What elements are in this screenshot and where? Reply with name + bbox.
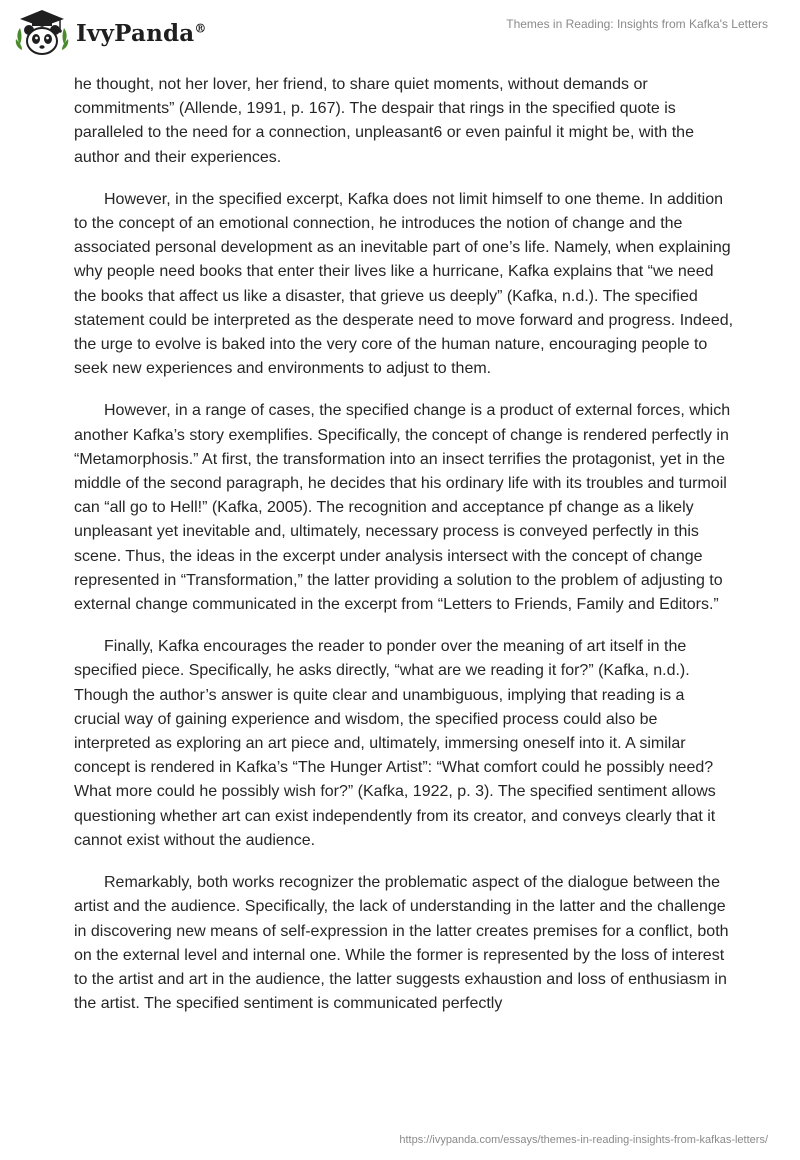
essay-body	[74, 73, 734, 1034]
brand-logo[interactable]	[14, 8, 207, 58]
paragraph: Remarkably, both works recognizer the problematic aspect of the dialogue between the artist and the audience. Specifically, the lack of understanding in the latter and the challenge in discovering new means of self-expression in the latter creates premises for a conflict, both on the external level and internal one. While the former is represented by the loss of interest to the artist and art in the audience, the latter suggests exhaustion and loss of enthusiasm in the artist. The specified sentiment is communicated perfectly	[74, 874, 729, 1013]
page-header	[0, 0, 800, 70]
source-url[interactable]: https://ivypanda.com/essays/themes-in-reading-insights-from-kafkas-letters/	[399, 1134, 768, 1146]
paragraph-continued: he thought, not her lover, her friend, to share quiet moments, without demands or commitments” (Allende, 1991, p. 167). The despair that rings in the specified quote is paralleled to the need for a connection, unpleasant6 or even painful it might be, with the author and their experiences.	[74, 76, 694, 166]
paragraph: Finally, Kafka encourages the reader to ponder over the meaning of art itself in the specified piece. Specifically, he asks directly, “what are we reading it for?” (Kafka, n.d.). Though the author’s answer is quite clear and unambiguous, implying that reading is a crucial way of gaining experience and wisdom, the specified process could also be interpreted as exploring an art piece and, ultimately, immersing oneself into it. A similar concept is rendered in Kafka’s “The Hunger Artist”: “What comfort could he possibly need? What more could he possibly wish for?” (Kafka, 1922, p. 3). The specified sentiment allows questioning whether art can exist independently from its creator, and conveys clearly that it cannot exist without the audience.	[74, 638, 716, 849]
panda-graduate-icon	[14, 8, 70, 58]
running-title: Themes in Reading: Insights from Kafka's Letters	[506, 17, 768, 31]
brand-name: IvyPanda®	[76, 19, 207, 47]
registered-mark: ®	[194, 20, 207, 35]
paragraph: However, in the specified excerpt, Kafka does not limit himself to one theme. In addition to the concept of an emotional connection, he introduces the notion of change and the associated personal development as an inevitable part of one’s life. Namely, when explaining why people need books that enter their lives like a hurricane, Kafka explains that “we need the books that affect us like a disaster, that grieve us deeply” (Kafka, n.d.). The specified statement could be interpreted as the desperate need to move forward and progress. Indeed, the urge to evolve is baked into the very core of the human nature, encouraging people to seek new experiences and environments to adjust to them.	[74, 190, 734, 378]
paragraph: However, in a range of cases, the specified change is a product of external forces, which another Kafka’s story exemplifies. Specifically, the concept of change is rendered perfectly in “Metamorphosis.” At first, the transformation into an insect terrifies the protagonist, yet in the middle of the second paragraph, he decides that his ordinary life with its troubles and turmoil can “all go to Hell!” (Kafka, 2005). The recognition and acceptance pf change as a likely unpleasant yet inevitable and, ultimately, necessary process is conveyed perfectly in this scene. Thus, the ideas in the excerpt under analysis intersect with the concept of change represented in “Transformation,” the latter providing a solution to the problem of adjusting to external change communicated in the excerpt from “Letters to Friends, Family and Editors.”	[74, 402, 731, 614]
